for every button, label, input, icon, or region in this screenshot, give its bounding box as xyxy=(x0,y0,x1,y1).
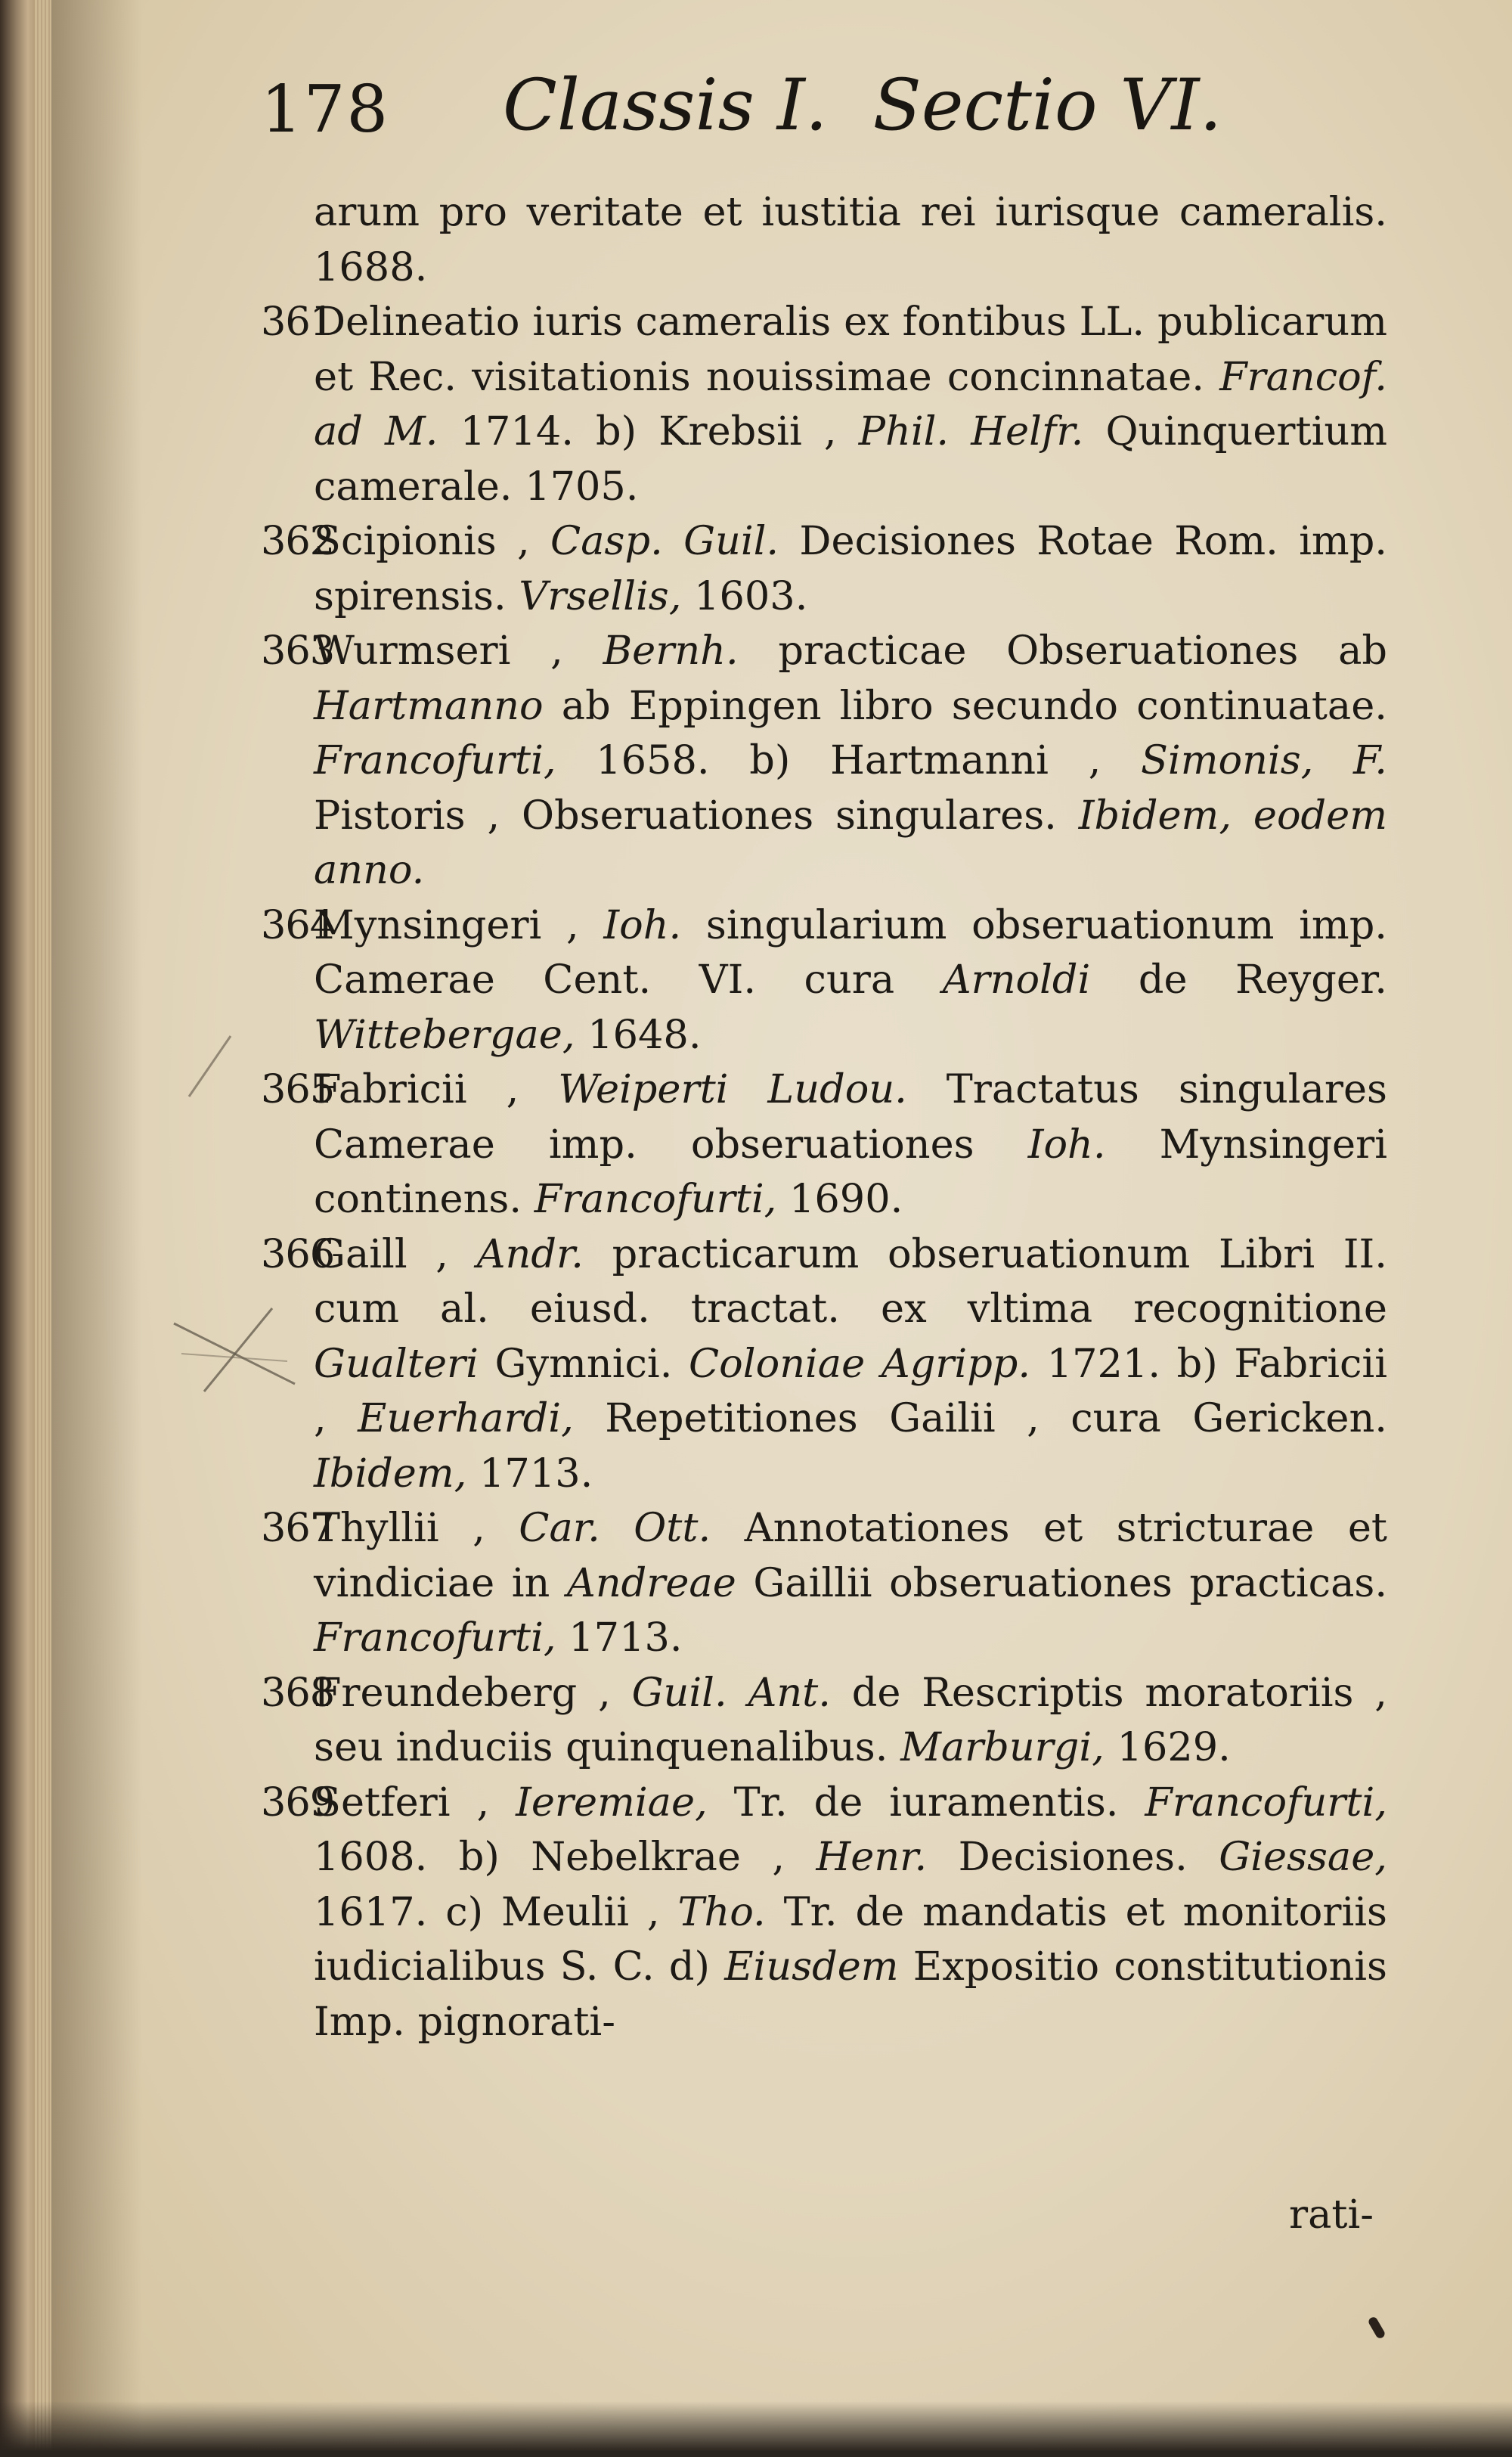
entry-number: 368 xyxy=(261,1669,335,1716)
entry-text-italic: Ibidem, xyxy=(314,1450,467,1497)
entry-text: Gymnici. xyxy=(478,1340,689,1387)
entry-text-italic: Coloniae Agripp. xyxy=(689,1340,1031,1387)
entry-text: Tractatus singulares Camerae imp. obseruationes xyxy=(314,1066,1387,1168)
catalogue-entry xyxy=(261,898,1387,1063)
entry-number: 364 xyxy=(261,901,335,948)
entry-number: 362 xyxy=(261,518,335,564)
entry-text-italic: Bernh. xyxy=(603,628,739,674)
entry-text: Tr. de iuramentis. xyxy=(707,1779,1145,1826)
entry-text: ab Eppingen libro secundo continuatae. xyxy=(543,682,1387,729)
entry-text: Scipionis , xyxy=(314,518,551,564)
entry-text: singularium obseruationum imp. Camerae Cent. VI. cura xyxy=(314,901,1387,1003)
entry-text-italic: Francofurti, xyxy=(314,737,556,783)
entry-text: Decisiones Rotae Rom. imp. spirensis. xyxy=(314,518,1387,619)
catalogue-entry xyxy=(261,1776,1387,2050)
entry-text: Expositio constitutionis Imp. pignorati- xyxy=(314,1944,1387,2045)
catalogue-entry xyxy=(261,1501,1387,1666)
entry-text: Quinquertium camerale. 1705. xyxy=(314,408,1387,510)
entry-text: Gaillii obseruationes practicas. xyxy=(736,1559,1388,1606)
page-header xyxy=(261,64,1244,155)
entry-text-italic: Francof. ad M. xyxy=(314,353,1387,454)
catalogue-entry xyxy=(261,295,1387,514)
entry-text: arum pro veritate et iustitia rei iurisque cameralis. 1688. xyxy=(314,189,1387,290)
entry-text: Setferi , xyxy=(314,1779,516,1826)
entry-text: Mynsingeri , xyxy=(314,901,604,948)
entry-number: 369 xyxy=(261,1779,335,1826)
page-number: 178 xyxy=(261,72,390,147)
entry-text: Tr. de mandatis et monitoriis iudicialibus S. C. d) xyxy=(314,1888,1387,1990)
entry-text: Mynsingeri continens. xyxy=(314,1121,1387,1222)
entry-text: 1690. xyxy=(776,1176,903,1222)
entry-text-italic: Arnoldi xyxy=(942,957,1091,1003)
entry-text: de Reyger. xyxy=(1090,957,1387,1003)
entry-text-italic: Andreae xyxy=(566,1559,736,1606)
entry-text-italic: Wittebergae, xyxy=(314,1011,575,1058)
entry-text: 1617. c) Meulii , xyxy=(314,1888,678,1935)
entry-number: 366 xyxy=(261,1230,335,1277)
entry-text: Delineatio iuris cameralis ex fontibus LL. publicarum et Rec. visitationis nouissimae concinnatae. xyxy=(314,299,1387,400)
entry-text-italic: Ieremiae, xyxy=(516,1779,708,1826)
entry-text-italic: Henr. xyxy=(816,1834,928,1880)
entry-continuation xyxy=(261,185,1387,295)
entry-text: Fabricii , xyxy=(314,1066,559,1112)
entry-text: 1721. b) Fabricii , xyxy=(314,1340,1387,1441)
entry-text-italic: Casp. Guil. xyxy=(550,518,779,564)
entry-text: de Rescriptis moratoriis , seu induciis quinquenalibus. xyxy=(314,1669,1387,1770)
entry-text: Wurmseri , xyxy=(314,628,603,674)
entry-text-italic: Weiperti Ludou. xyxy=(558,1066,907,1112)
catalogue-entry xyxy=(261,624,1387,898)
catalogue-entries xyxy=(261,185,1387,2049)
entry-text-italic: Ibidem, eodem anno. xyxy=(314,792,1388,893)
entry-text: 1603. xyxy=(681,572,808,619)
entry-text-italic: Ioh. xyxy=(1027,1121,1106,1168)
entry-text: 1629. xyxy=(1104,1724,1231,1770)
entry-text-italic: Guil. Ant. xyxy=(631,1669,831,1716)
entry-text-italic: Simonis, F. xyxy=(1140,737,1387,783)
catalogue-entry xyxy=(261,514,1387,624)
entry-text-italic: Vrsellis, xyxy=(519,572,682,619)
entry-text: 1714. b) Krebsii , xyxy=(438,408,859,454)
entry-text: 1713. xyxy=(466,1450,593,1497)
catalogue-entry xyxy=(261,1666,1387,1776)
entry-text-italic: Hartmanno xyxy=(314,682,544,729)
entry-text-italic: Tho. xyxy=(677,1888,766,1935)
entry-text-italic: Giessae, xyxy=(1219,1834,1387,1880)
entry-number: 361 xyxy=(261,299,335,345)
page-bottom-shadow xyxy=(0,2401,1512,2457)
book-binding-edge xyxy=(0,0,35,2457)
entry-text: Annotationes et stricturae et vindiciae in xyxy=(314,1505,1387,1606)
entry-text-italic: Gualteri xyxy=(314,1340,479,1387)
entry-text: Pistoris , Obseruationes singulares. xyxy=(314,792,1079,839)
catchword: rati- xyxy=(1289,2192,1374,2238)
gutter-shadow xyxy=(51,0,142,2457)
entry-text: practicarum obseruationum Libri II. cum al. eiusd. tractat. ex vltima recognitione xyxy=(314,1230,1387,1332)
entry-text-italic: Andr. xyxy=(476,1230,584,1277)
entry-text-italic: Euerhardi, xyxy=(358,1395,574,1441)
entry-text: 1713. xyxy=(556,1615,683,1661)
entry-text: Decisiones. xyxy=(927,1834,1219,1880)
entry-text-italic: Eiusdem xyxy=(724,1944,899,1990)
entry-text-italic: Ioh. xyxy=(603,901,682,948)
page-edges xyxy=(35,0,51,2457)
catalogue-entry xyxy=(261,1227,1387,1502)
entry-text-italic: Marburgi, xyxy=(900,1724,1105,1770)
entry-number: 367 xyxy=(261,1505,335,1551)
entry-text: Repetitiones Gailii , cura Gericken. xyxy=(573,1395,1387,1441)
entry-number: 363 xyxy=(261,628,335,674)
entry-text: Thyllii , xyxy=(314,1505,519,1551)
entry-text-italic: Francofurti, xyxy=(314,1615,556,1661)
catalogue-entry xyxy=(261,1063,1387,1227)
entry-text-italic: Phil. Helfr. xyxy=(858,408,1084,454)
entry-text: 1648. xyxy=(575,1011,702,1058)
entry-text: practicae Obseruationes ab xyxy=(738,628,1387,674)
entry-text-italic: Francofurti, xyxy=(1145,1779,1387,1826)
entry-text: 1608. b) Nebelkrae , xyxy=(314,1834,816,1880)
entry-text: Freundeberg , xyxy=(314,1669,632,1716)
entry-text-italic: Francofurti, xyxy=(534,1176,777,1222)
entry-text-italic: Car. Ott. xyxy=(519,1505,711,1551)
entry-text: Gaill , xyxy=(314,1230,477,1277)
running-head: Classis I. Sectio VI. xyxy=(503,64,1222,147)
entry-number: 365 xyxy=(261,1066,335,1112)
entry-text: 1658. b) Hartmanni , xyxy=(556,737,1141,783)
